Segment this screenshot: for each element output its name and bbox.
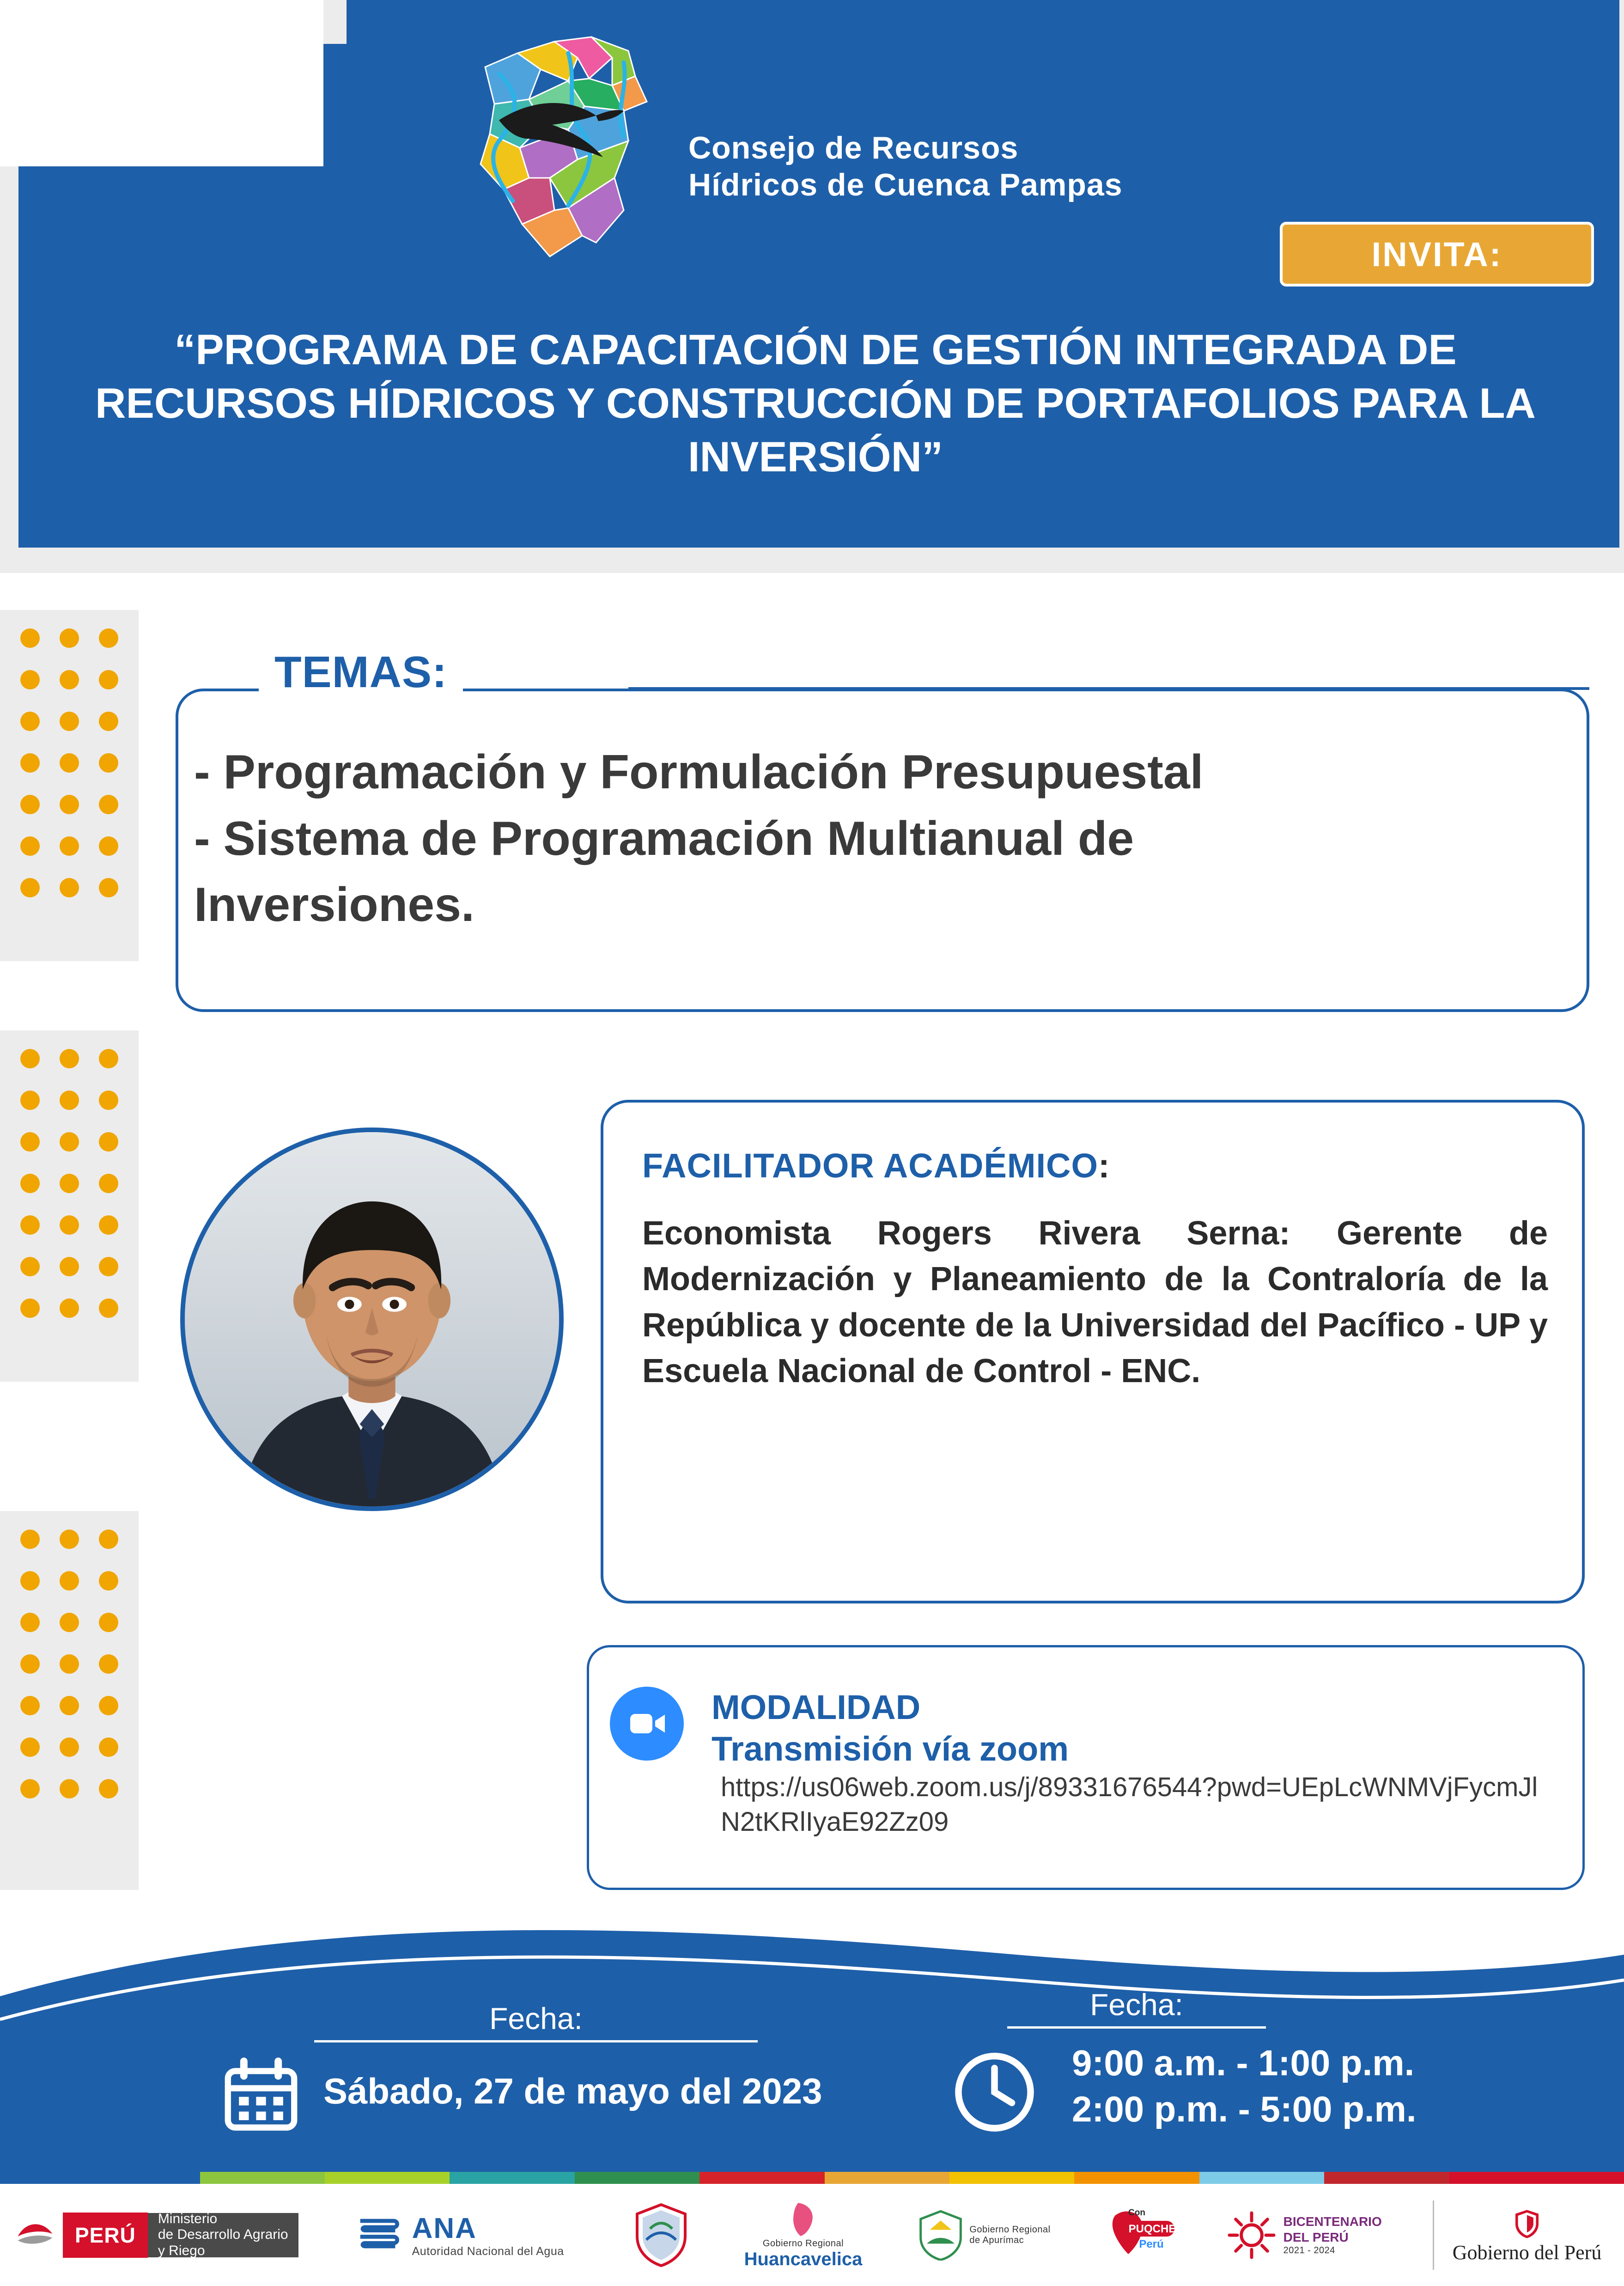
apurimac-line-2: de Apurímac [969,2235,1024,2245]
fecha-value-right [1072,2040,1417,2133]
facilitador-label-colon: : [1098,1146,1110,1185]
dots-row [0,628,139,648]
clock-icon [952,2049,1037,2135]
facilitador-photo [180,1128,564,1511]
dot [99,1779,118,1798]
dot [20,1571,40,1591]
page-title: “PROGRAMA DE CAPACITACIÓN DE GESTIÓN INTEGRADA DE RECURSOS HÍDRICOS Y CONSTRUCCIÓN DE PORTAFOLIOS PARA LA INVERSIÓN” [95,326,1536,481]
apurimac-line-1: Gobierno Regional [969,2224,1051,2235]
org-line-1: Consejo de Recursos [688,130,1019,165]
dot [99,712,118,731]
dot [20,628,40,648]
dots-row [0,1257,139,1276]
zoom-link[interactable]: https://us06web.zoom.us/j/89331676544?pwd=UEpLcWNMVjFycmJlN2tKRlIyaE92Zz09 [721,1772,1538,1837]
dot [20,1215,40,1235]
dot [99,1696,118,1715]
dot [99,753,118,773]
dot [60,1779,79,1798]
modalidad-title-line-2: Transmisión vía zoom [712,1730,1069,1768]
color-segment [0,2172,200,2184]
dot [60,1737,79,1757]
modalidad-title [712,1687,1069,1770]
color-segment [1324,2172,1449,2184]
dot [99,1174,118,1193]
dots-strip-2 [0,1030,139,1382]
dots-strip-3 [0,1511,139,1890]
dot [60,753,79,773]
dot [99,1613,118,1632]
dots-row [0,1779,139,1798]
dot [99,628,118,648]
dot [99,1091,118,1110]
dot [60,836,79,856]
dots-row [0,753,139,773]
temas-list [194,739,1562,939]
color-segment [200,2172,325,2184]
dots-row [0,712,139,731]
gobierno-label: Gobierno del Perú [1452,2241,1602,2264]
dots-row [0,1696,139,1715]
dot [99,1257,118,1276]
dot [20,1257,40,1276]
dots-strip-1 [0,610,139,961]
dot [99,836,118,856]
dots-row [0,878,139,897]
ana-sublabel: Autoridad Nacional del Agua [412,2244,564,2258]
dot [60,1298,79,1318]
logo-bicentenario [1226,2201,1382,2270]
dot [60,712,79,731]
apurimac-seal-icon [918,2210,964,2261]
facilitador-label [642,1146,1110,1185]
temas-item-2: - Sistema de Programación Multianual de [194,811,1134,866]
dot [60,1257,79,1276]
dots-row [0,1174,139,1193]
temas-box-top-rule [628,687,1589,690]
color-segment [1449,2172,1624,2184]
logo-con-puchqe-peru [1101,2201,1180,2270]
header-grey-notch [323,0,347,44]
dot [60,1174,79,1193]
fecha-right-rule [1007,2026,1266,2029]
dot [20,836,40,856]
color-segment [825,2172,949,2184]
dot [99,795,118,814]
con-puchqe-peru-icon [1101,2205,1180,2265]
dots-row [0,836,139,856]
dot [60,878,79,897]
dot [60,1571,79,1591]
dot [99,1049,118,1068]
bicentenario-line-1: BICENTENARIO [1283,2214,1382,2229]
dot [20,1779,40,1798]
cuenca-pampas-map-logo [430,25,670,275]
svg-text:PUQCHE: PUQCHE [1128,2222,1176,2235]
ministerio-line-3: y Riego [158,2243,205,2258]
color-segment [575,2172,699,2184]
dot [60,1215,79,1235]
huancavelica-region-icon [778,2201,828,2238]
color-segment [1074,2172,1199,2184]
fecha-label-left: Fecha: [489,2001,583,2036]
header [0,0,1624,573]
color-segment [450,2172,574,2184]
dot [20,1049,40,1068]
facilitador-description: Economista Rogers Rivera Serna: Gerente de Modernización y Planeamiento de la Contraloría de la República y docente de la Universidad del Pacífico - UP y Escuela Nacional de Control - ENC. [642,1215,1548,1390]
dots-row [0,670,139,689]
dot [20,1174,40,1193]
dot [99,1654,118,1674]
svg-text:Perú: Perú [1138,2237,1164,2250]
temas-item-1: - Programación y Formulación Presupuestal [194,745,1204,799]
dot [20,1737,40,1757]
header-white-notch [0,0,323,166]
dot [20,712,40,731]
dot [99,1132,118,1152]
dot [20,1654,40,1674]
dot [60,670,79,689]
huancavelica-label: Huancavelica [744,2249,863,2269]
dots-row [0,1049,139,1068]
bicentenario-line-3: 2021 - 2024 [1283,2245,1335,2256]
color-segment [949,2172,1074,2184]
bicentenario-sun-icon [1226,2210,1277,2261]
horario-line-1: 9:00 a.m. - 1:00 p.m. [1072,2042,1415,2083]
ana-label: ANA [412,2212,477,2244]
dots-row [0,795,139,814]
peru-flag-icon [14,2214,56,2256]
dot [99,1215,118,1235]
fecha-label-right: Fecha: [1090,1987,1183,2022]
dot [20,1530,40,1549]
logo-huancavelica [744,2201,863,2270]
dots-row [0,1571,139,1591]
ministerio-block [148,2213,298,2257]
dot [20,753,40,773]
fecha-value-left: Sábado, 27 de mayo del 2023 [323,2071,822,2111]
dot [60,1049,79,1068]
facilitador-label-text: FACILITADOR ACADÉMICO [642,1146,1099,1185]
footer-logos [0,2184,1624,2286]
dot [60,628,79,648]
crhc-seal-icon [633,2203,689,2268]
dot [99,670,118,689]
dot [20,795,40,814]
dot [99,1530,118,1549]
temas-label: TEMAS: [259,647,463,698]
organization-name [688,129,1243,203]
dots-row [0,1132,139,1152]
huancavelica-sublabel: Gobierno Regional [762,2238,844,2249]
dot [20,1132,40,1152]
dot [60,1132,79,1152]
dot [20,670,40,689]
dots-row [0,1737,139,1757]
dot [20,878,40,897]
bicentenario-line-2: DEL PERÚ [1283,2230,1349,2244]
logo-crhc [633,2201,689,2270]
dot [60,795,79,814]
dot [20,1298,40,1318]
temas-item-3: Inversiones. [194,878,474,932]
dots-row [0,1298,139,1318]
ministerio-line-1: Ministerio [158,2211,218,2226]
ana-water-icon [354,2210,405,2261]
dot [60,1613,79,1632]
dot [60,1091,79,1110]
dot [99,1571,118,1591]
org-line-2: Hídricos de Cuenca Pampas [688,167,1123,203]
dots-row [0,1613,139,1632]
horario-line-2: 2:00 p.m. - 5:00 p.m. [1072,2088,1417,2129]
invita-badge: INVITA: [1280,222,1594,287]
ministerio-line-2: de Desarrollo Agrario [158,2227,288,2243]
color-segment [699,2172,824,2184]
dot [20,1613,40,1632]
dots-row [0,1215,139,1235]
video-camera-icon [610,1687,684,1761]
dots-row [0,1654,139,1674]
logo-ana [354,2201,564,2270]
dot [20,1091,40,1110]
svg-text:Con: Con [1128,2207,1145,2218]
dot [60,1696,79,1715]
dot [99,1298,118,1318]
footer-color-bar [0,2172,1624,2184]
calendar-icon [222,2056,300,2135]
logo-midagri [14,2201,298,2270]
escudo-peru-icon [1506,2206,1548,2241]
dots-row [0,1530,139,1549]
peru-label: PERÚ [63,2213,148,2258]
dot [60,1530,79,1549]
fecha-left-rule [314,2040,758,2042]
dot [60,1654,79,1674]
dot [99,1737,118,1757]
dots-row [0,1091,139,1110]
logo-gobierno-del-peru [1433,2201,1602,2270]
color-segment [325,2172,450,2184]
logo-apurimac [918,2201,1050,2270]
dot [99,878,118,897]
modalidad-title-line-1: MODALIDAD [712,1688,921,1726]
color-segment [1199,2172,1324,2184]
dot [20,1696,40,1715]
